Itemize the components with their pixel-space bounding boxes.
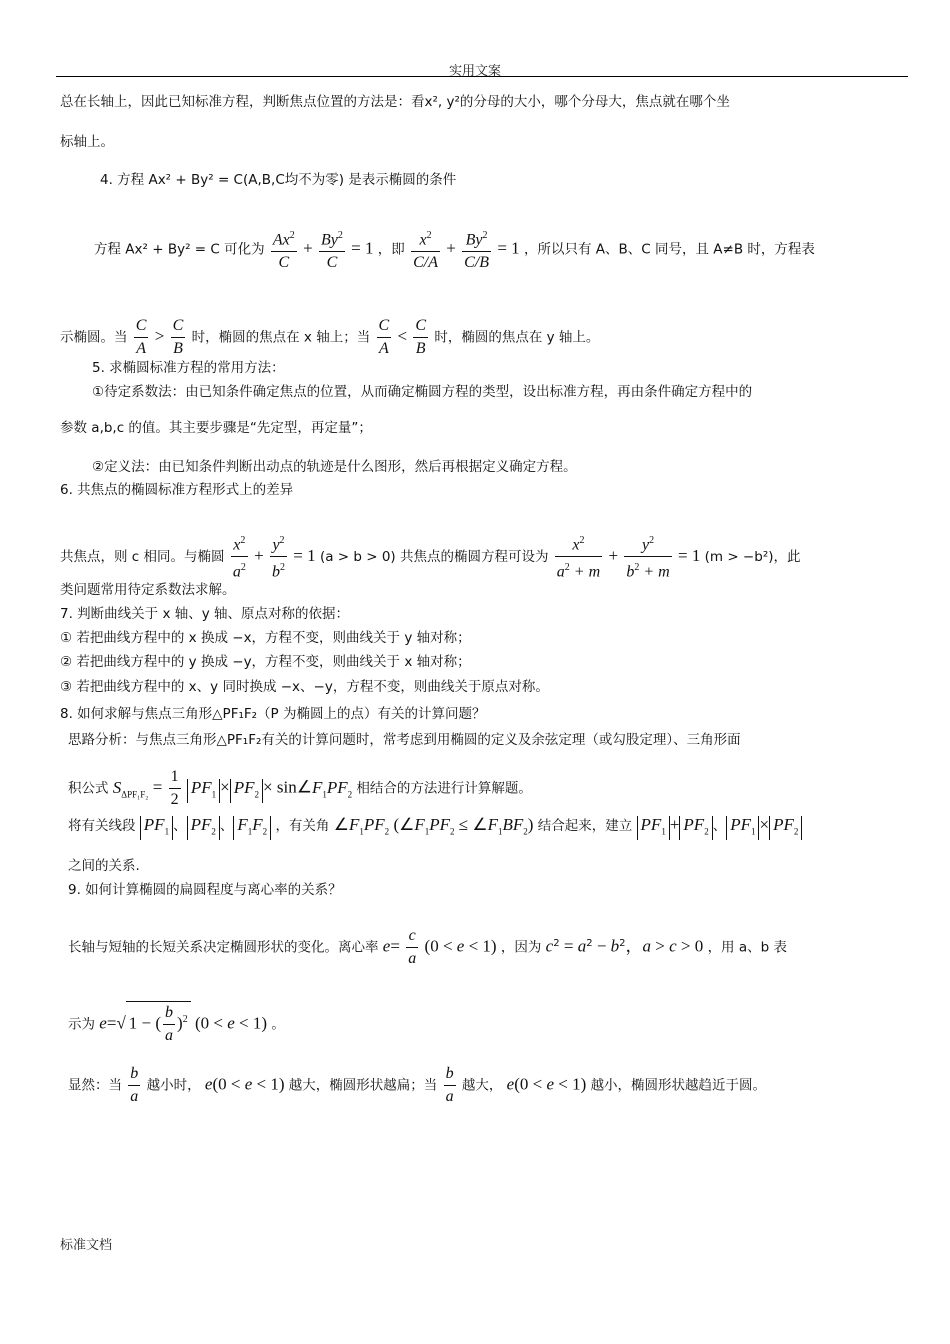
fraction: $\frac{x^2}{a^2 + m}$ [555,530,602,584]
text-line: 参数 a,b,c 的值。其主要步骤是“先定型，再定量”； [60,420,372,436]
header-rule [56,76,908,77]
text-fragment: ，有关角 [275,818,330,834]
text-fragment: 时，椭圆的焦点在 x 轴上；当 [191,329,371,346]
list-item: ③ 若把曲线方程中的 x、y 同时换成 −x、−y，方程不变，则曲线关于原点对称。 [60,679,549,695]
text-line: 类问题常用待定系数法求解。 [60,582,236,598]
fraction: $\frac{x^2}{a^2}$ [231,530,248,584]
text-fragment: 越大， [461,1077,503,1094]
fraction: $\frac{b}{a}$ [130,1065,139,1105]
text-line: 总在长轴上，因此已知标准方程，判断焦点位置的方法是：看x², y²的分母的大小，哪个分母大，焦点就在哪个坐 [60,94,730,110]
text-line: ②定义法：由已知条件判断出动点的轨迹是什么图形，然后再根据定义确定方程。 [92,459,577,475]
text-line: 思路分析：与焦点三角形△PF₁F₂有关的计算问题时，常考虑到用椭圆的定义及余弦定理（或勾股定理）、三角形面 [68,732,741,748]
text-fragment: 时，椭圆的焦点在 y 轴上。 [434,329,600,346]
text-fragment: 方程 Ax² + By² = C 可化为 [94,241,265,258]
text-fragment: ，所以只有 A、B、C 同号，且 A≠B 时，方程表 [523,241,815,258]
fraction: $\frac{b}{a}$ [445,1065,454,1105]
text-fragment: 共焦点，则 c 相同。与椭圆 [60,548,225,565]
text-fragment: 将有关线段 [68,818,136,834]
fraction: $\frac{Ax^2}{C}$ [271,225,297,274]
fraction: $\frac{C}{B}$ [415,317,427,357]
fraction: $\frac{b}{a}$ [165,1004,174,1044]
section-4-title: 4. 方程 Ax² + By² = C(A,B,C均不为零) 是表示椭圆的条件 [100,172,457,188]
text-line: 标轴上。 [60,134,114,150]
fraction: $\frac{1}{2}$ [170,768,179,808]
fraction: $\frac{C}{A}$ [378,317,390,357]
text-fragment: 相结合的方法进行计算解题。 [356,780,532,797]
list-item: ① 若把曲线方程中的 x 换成 −x，方程不变，则曲线关于 y 轴对称； [60,630,471,646]
text-fragment: ，用 a、b 表 [707,939,787,956]
page-header: 实用文案 [448,64,501,79]
fraction: $\frac{By^2}{C}$ [319,225,345,274]
section-5-title: 5. 求椭圆标准方程的常用方法： [92,360,285,376]
section-8-area-formula-line: 积公式 $S_{\Delta PF_1F_2}$ = $\frac{1}{2}$ $PF_1 \times PF_2$ × $\sin\angle F_1PF_2$ 相结合的方法进行计算解题。 [68,766,532,811]
section-9-title: 9. 如何计算椭圆的扁圆程度与离心率的关系？ [68,882,342,898]
text-line: 之间的关系. [68,858,140,874]
section-8-relation-line: 将有关线段 $PF_1$ 、 $PF_2$ 、 $F_1F_2$ ，有关角 $\angle F_1PF_2$ ($\angle F_1PF_2$ ≤ $\angle F_1BF_2$) 结合起来，建立 $PF_1 + PF_2$ 、 $PF_1 \times PF_2$ [68,815,802,841]
text-fragment: ，因为 [500,939,542,956]
text-fragment: (a > b > 0) 共焦点的椭圆方程可设为 [319,548,549,565]
list-item: ② 若把曲线方程中的 y 换成 −y，方程不变，则曲线关于 x 轴对称； [60,654,471,670]
fraction: $\frac{C}{B}$ [172,317,184,357]
section-4-equation-line: 方程 Ax² + By² = C 可化为 $\frac{Ax^2}{C}$ + $\frac{By^2}{C}$ = 1 ，即 $\frac{x^2}{C/A}$ + $\frac{By^2}{C/B}$ = 1 ，所以只有 A、B、C 同号，且 A≠B 时，方程表 [94,225,815,274]
fraction: $\frac{c}{a}$ [408,927,417,967]
text-fragment: 积公式 [68,780,109,797]
section-6-title: 6. 共焦点的椭圆标准方程形式上的差异 [60,482,294,498]
text-line: ①待定系数法：由已知条件确定焦点的位置，从而确定椭圆方程的类型，设出标准方程，再由条件确定方程中的 [92,384,753,400]
fraction: $\frac{y^2}{b^2}$ [270,530,287,584]
section-7-title: 7. 判断曲线关于 x 轴、y 轴、原点对称的依据： [60,606,350,622]
section-4-condition-line: 示椭圆。当 $\frac{C}{A}$ > $\frac{C}{B}$ 时，椭圆的焦点在 x 轴上；当 $\frac{C}{A}$ < $\frac{C}{B}$ 时，椭圆的焦点在 y 轴上。 [60,315,599,360]
text-fragment: 示为 [68,1016,95,1033]
fraction: $\frac{By^2}{C/B}$ [462,225,491,274]
fraction: $\frac{C}{A}$ [135,317,147,357]
section-9-eccentricity-line: 长轴与短轴的长短关系决定椭圆形状的变化。离心率 e= $\frac{c}{a}$ (0 < e < 1) ，因为 $c^2 = a^2 - b^2$，a > c > 0 ，用 a、b 表 [68,925,787,970]
text-fragment: 越大，椭圆形状越扁；当 [288,1077,438,1094]
text-fragment: 越小，椭圆形状越趋近于圆。 [590,1077,767,1094]
section-6-equation-line: 共焦点，则 c 相同。与椭圆 $\frac{x^2}{a^2}$ + $\frac{y^2}{b^2}$ = 1 (a > b > 0) 共焦点的椭圆方程可设为 $\frac{x^2}{a^2 + m}$ + $\frac{y^2}{b^2 + m}$ = 1 (m > −b²)，此 [60,530,801,584]
page-footer: 标准文档 [60,1238,113,1253]
text-fragment: 显然：当 [68,1077,122,1094]
fraction: $\frac{x^2}{C/A}$ [411,225,440,274]
fraction: $\frac{y^2}{b^2 + m}$ [624,530,671,584]
section-9-formula-line: 示为 e=√ 1 − ( $\frac{b}{a}$ )$^2$ (0 < e < 1) 。 [68,1001,285,1047]
section-9-conclusion-line: 显然：当 $\frac{b}{a}$ 越小时， e(0 < e < 1) 越大，椭圆形状越扁；当 $\frac{b}{a}$ 越大， e(0 < e < 1) 越小，椭圆形状越趋近于圆。 [68,1063,766,1108]
text-fragment: 长轴与短轴的长短关系决定椭圆形状的变化。离心率 [68,939,379,956]
text-fragment: ，即 [377,241,405,258]
text-fragment: 。 [271,1016,285,1033]
text-fragment: 结合起来，建立 [537,818,633,834]
text-fragment: 示椭圆。当 [60,329,128,346]
section-8-title: 8. 如何求解与焦点三角形△PF₁F₂（P 为椭圆上的点）有关的计算问题？ [60,706,486,722]
text-fragment: 越小时， [146,1077,201,1094]
text-fragment: (m > −b²)，此 [704,548,801,565]
